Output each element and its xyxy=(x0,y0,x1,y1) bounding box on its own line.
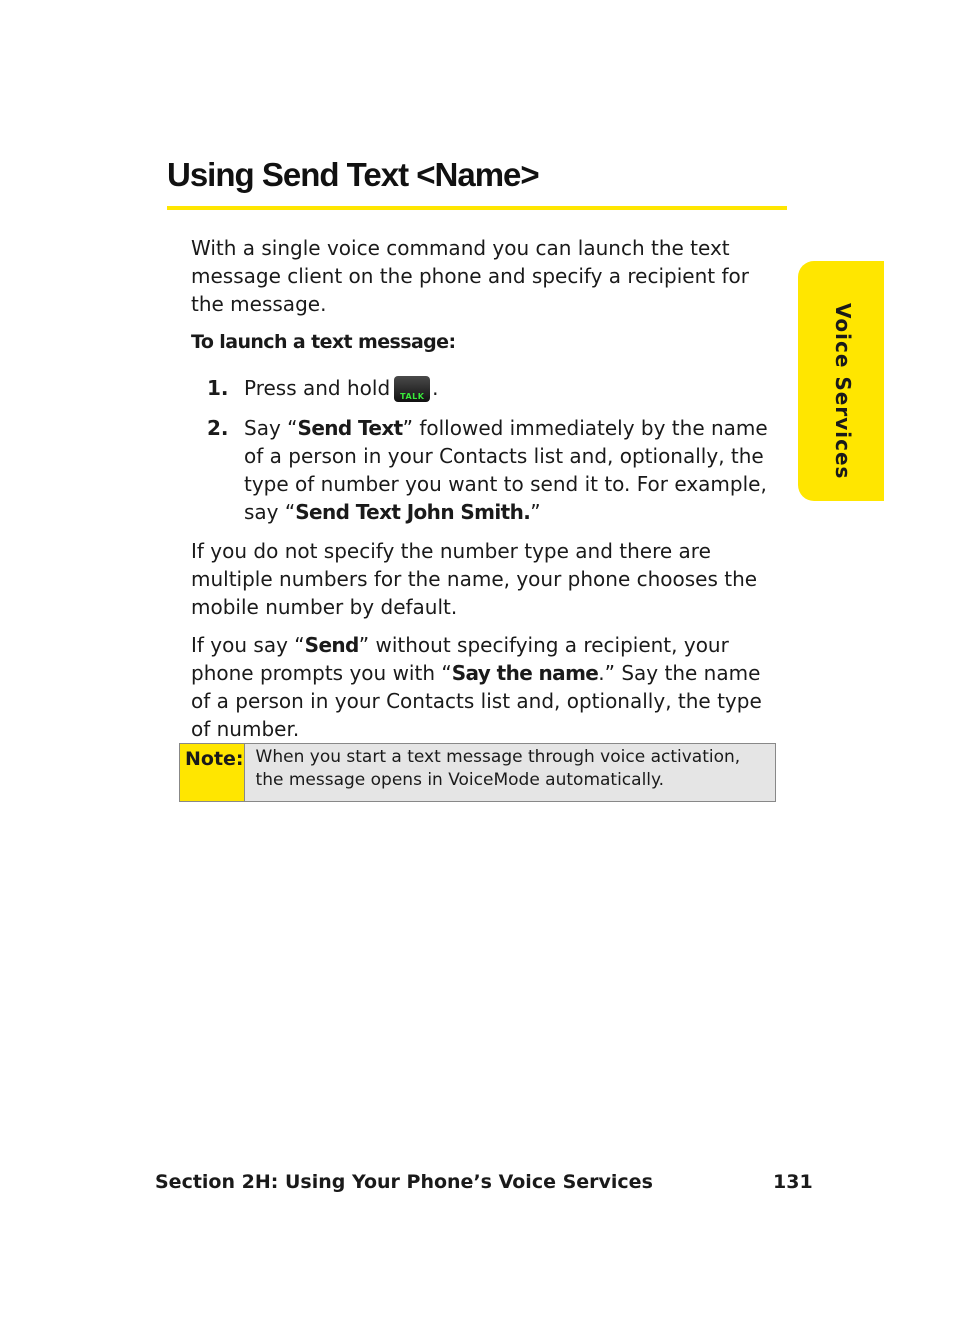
note-box xyxy=(179,743,776,802)
side-tab-label: Voice Services xyxy=(831,303,855,480)
title-underline xyxy=(167,206,787,210)
procedure-lead: To launch a text message: xyxy=(191,331,456,353)
step-1-text: Press and hold xyxy=(244,376,391,400)
step-number: 1. xyxy=(207,376,229,400)
step-2-mid: ” followed immediately by the name of a person in your Contacts list and, optionally, the type of number you want to send it to. For example, say “ xyxy=(244,416,768,524)
send-prompt-paragraph xyxy=(191,631,786,743)
talk-key-icon xyxy=(394,376,430,402)
footer-section-title: Section 2H: Using Your Phone’s Voice Services xyxy=(155,1171,653,1193)
step-1 xyxy=(207,374,782,404)
multiple-numbers-paragraph: If you do not specify the number type and there are multiple numbers for the name, your phone chooses the mobile number by default. xyxy=(191,539,758,619)
voice-command-example: Send Text John Smith. xyxy=(295,500,531,524)
step-2-pre: Say “ xyxy=(244,416,298,440)
page-title: Using Send Text <Name> xyxy=(167,156,539,193)
step-2 xyxy=(207,414,782,530)
step-2-post: ” xyxy=(530,500,541,524)
intro-paragraph: With a single voice command you can launch the text message client on the phone and specify a recipient for the message. xyxy=(191,236,749,316)
voice-command: Send Text xyxy=(297,416,403,440)
voice-prompt: Say the name xyxy=(451,661,599,685)
talk-key-label: TALK xyxy=(400,392,425,401)
step-number: 2. xyxy=(207,416,229,440)
para3-mid: ” without specifying a recipient, your phone prompts you with “ xyxy=(191,633,729,685)
step-text xyxy=(244,414,784,526)
step-1-period: . xyxy=(432,376,439,400)
note-text: When you start a text message through voice activation, the message opens in VoiceMode automatically. xyxy=(255,747,741,790)
para3-pre: If you say “ xyxy=(191,633,305,657)
step-text xyxy=(244,374,784,402)
page-number: 131 xyxy=(773,1171,813,1193)
para3-post: .” Say the name of a person in your Contacts list and, optionally, the type of number. xyxy=(191,661,762,741)
voice-command: Send xyxy=(304,633,359,657)
note-label: Note: xyxy=(180,744,245,801)
